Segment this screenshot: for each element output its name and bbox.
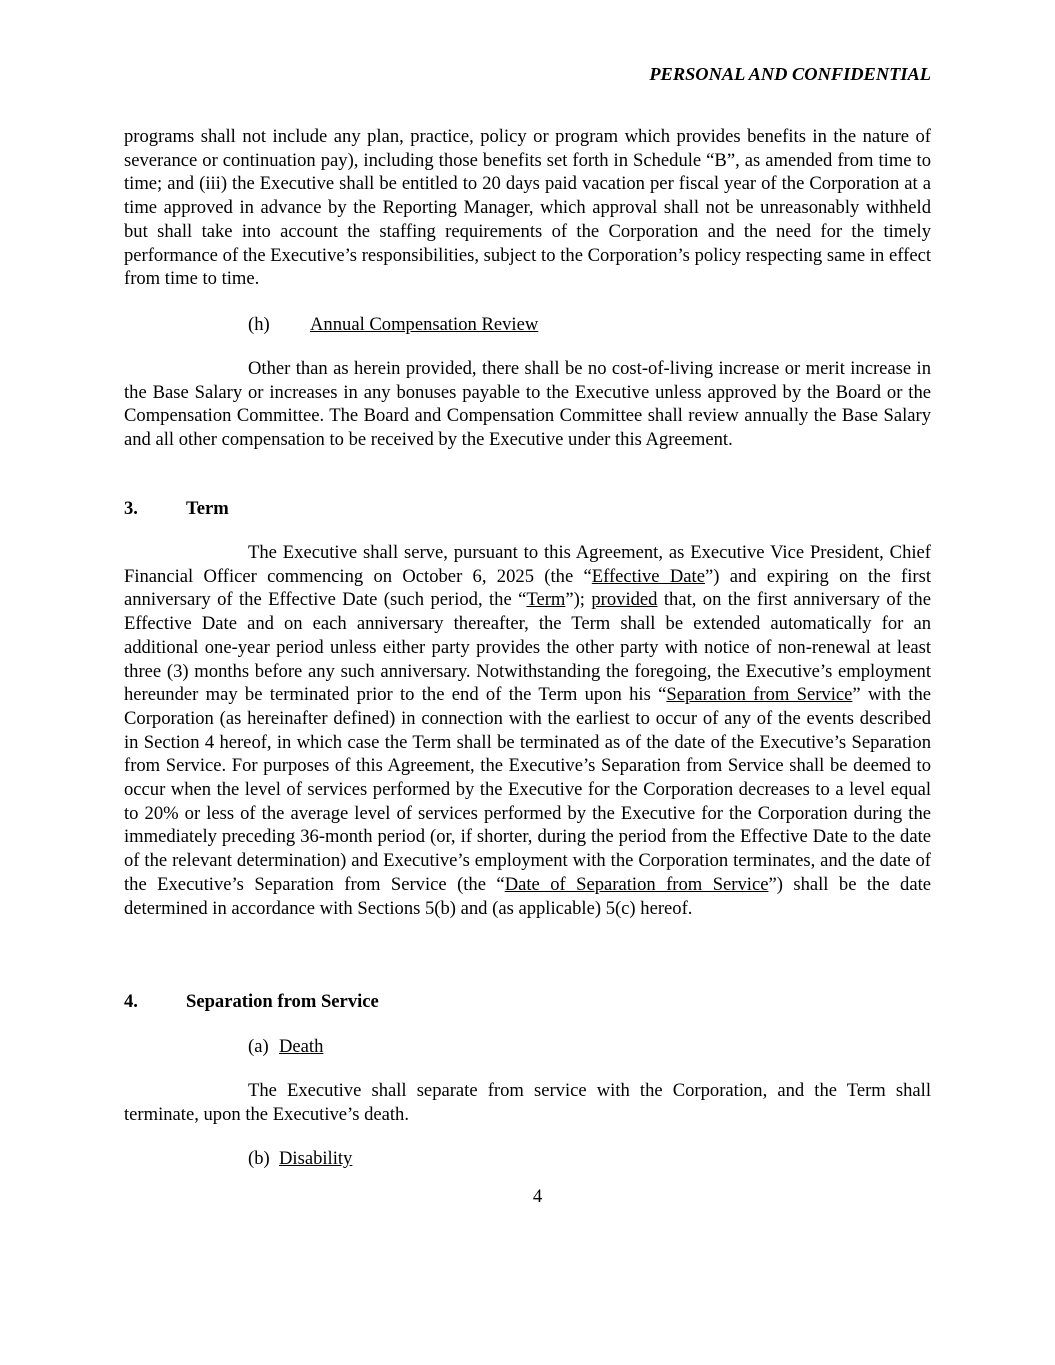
section-3-heading	[124, 497, 229, 521]
confidential-header: PERSONAL AND CONFIDENTIAL	[649, 64, 931, 84]
text-run: ” with the Corporation (as hereinafter defined) in connection with the earliest to occur of any of the events described in Section 4 hereof, in which case the Term shall be terminated as of the date of the Executive’s Separation from Service. For purposes of this Agreement, the Executive’s Separation from Service shall be deemed to occur when the level of services performed by the Executive for the Corporation decreases to a level equal to 20% or less of the average level of services performed by the Executive for the Corporation during the immediately preceding 36-month period (or, if shorter, during the period from the Effective Date to the date of the relevant determination) and Executive’s employment with the Corporation terminates, and the date of the Executive’s Separation from Service (the “	[124, 684, 932, 895]
section-title: Term	[186, 498, 229, 519]
section-title: Separation from Service	[186, 991, 379, 1012]
paragraph-text: programs shall not include any plan, practice, policy or program which provides benefits in the nature of severance or continuation pay), including those benefits set forth in Schedule “B”, as amended from time to time; and (iii) the Executive shall be entitled to 20 days paid vacation per fiscal year of the Corporation at a time approved in advance by the Reporting Manager, which approval shall not be unreasonably withheld but shall take into account the staffing requirements of the Corporation and the need for the timely performance of the Executive’s responsibilities, subject to the Corporation’s policy respecting same in effect from time to time.	[124, 126, 931, 290]
text-run: that, on the first anniversary of the Effective Date and on each anniversary thereafter, the Term shall be extended automatically for an additional one-year period unless either party provides the other party with notice of non-renewal at least three (3) months before any such anniversary. Notwithstanding the foregoing, the Executive’s employment hereunder may be terminated prior to the end of the Term upon his “	[124, 589, 931, 706]
subsection-label: (h)	[248, 314, 270, 335]
paragraph-annual-review	[124, 357, 931, 452]
section-number: 3.	[124, 498, 138, 519]
subsection-title: Death	[279, 1036, 324, 1057]
page-number: 4	[532, 1186, 543, 1207]
defined-term-date-of-separation: Date of Separation from Service	[504, 873, 769, 895]
subsection-title: Disability	[279, 1148, 353, 1169]
subsection-title: Annual Compensation Review	[310, 314, 539, 335]
text-run: ”) shall be the date determined in accordance with Sections 5(b) and (as applicable) 5(c) hereof.	[124, 873, 932, 919]
paragraph-death	[124, 1079, 931, 1126]
paragraph-benefits-continuation	[124, 125, 931, 291]
paragraph-term	[124, 541, 931, 920]
defined-term-effective-date: Effective Date	[591, 565, 705, 587]
paragraph-text: Other than as herein provided, there shall be no cost-of-living increase or merit increase in the Base Salary or increases in any bonuses payable to the Executive unless approved by the Board or the Compensation Committee. The Board and Compensation Committee shall review annually the Base Salary and all other compensation to be received by the Executive under this Agreement.	[124, 358, 931, 451]
paragraph-text	[124, 541, 931, 920]
subsection-h-heading	[248, 313, 538, 337]
defined-term-separation-from-service: Separation from Service	[666, 684, 853, 706]
text-run: The Executive shall serve, pursuant to this Agreement, as Executive Vice President, Chief Financial Officer commencing on October 6, 2025 (the “	[124, 542, 931, 587]
section-number: 4.	[124, 991, 138, 1012]
text-run: ”) and expiring on the first anniversary of the Effective Date (such period, the “	[124, 565, 931, 611]
subsection-b-heading	[248, 1147, 352, 1171]
text-run: ”);	[565, 589, 592, 611]
defined-term-term: Term	[526, 589, 566, 611]
defined-term-provided: provided	[591, 589, 658, 611]
subsection-a-heading	[248, 1035, 323, 1059]
section-4-heading	[124, 990, 379, 1014]
subsection-label: (a)	[248, 1036, 269, 1057]
paragraph-text: The Executive shall separate from service with the Corporation, and the Term shall terminate, upon the Executive’s death.	[124, 1080, 931, 1125]
subsection-label: (b)	[248, 1148, 270, 1169]
